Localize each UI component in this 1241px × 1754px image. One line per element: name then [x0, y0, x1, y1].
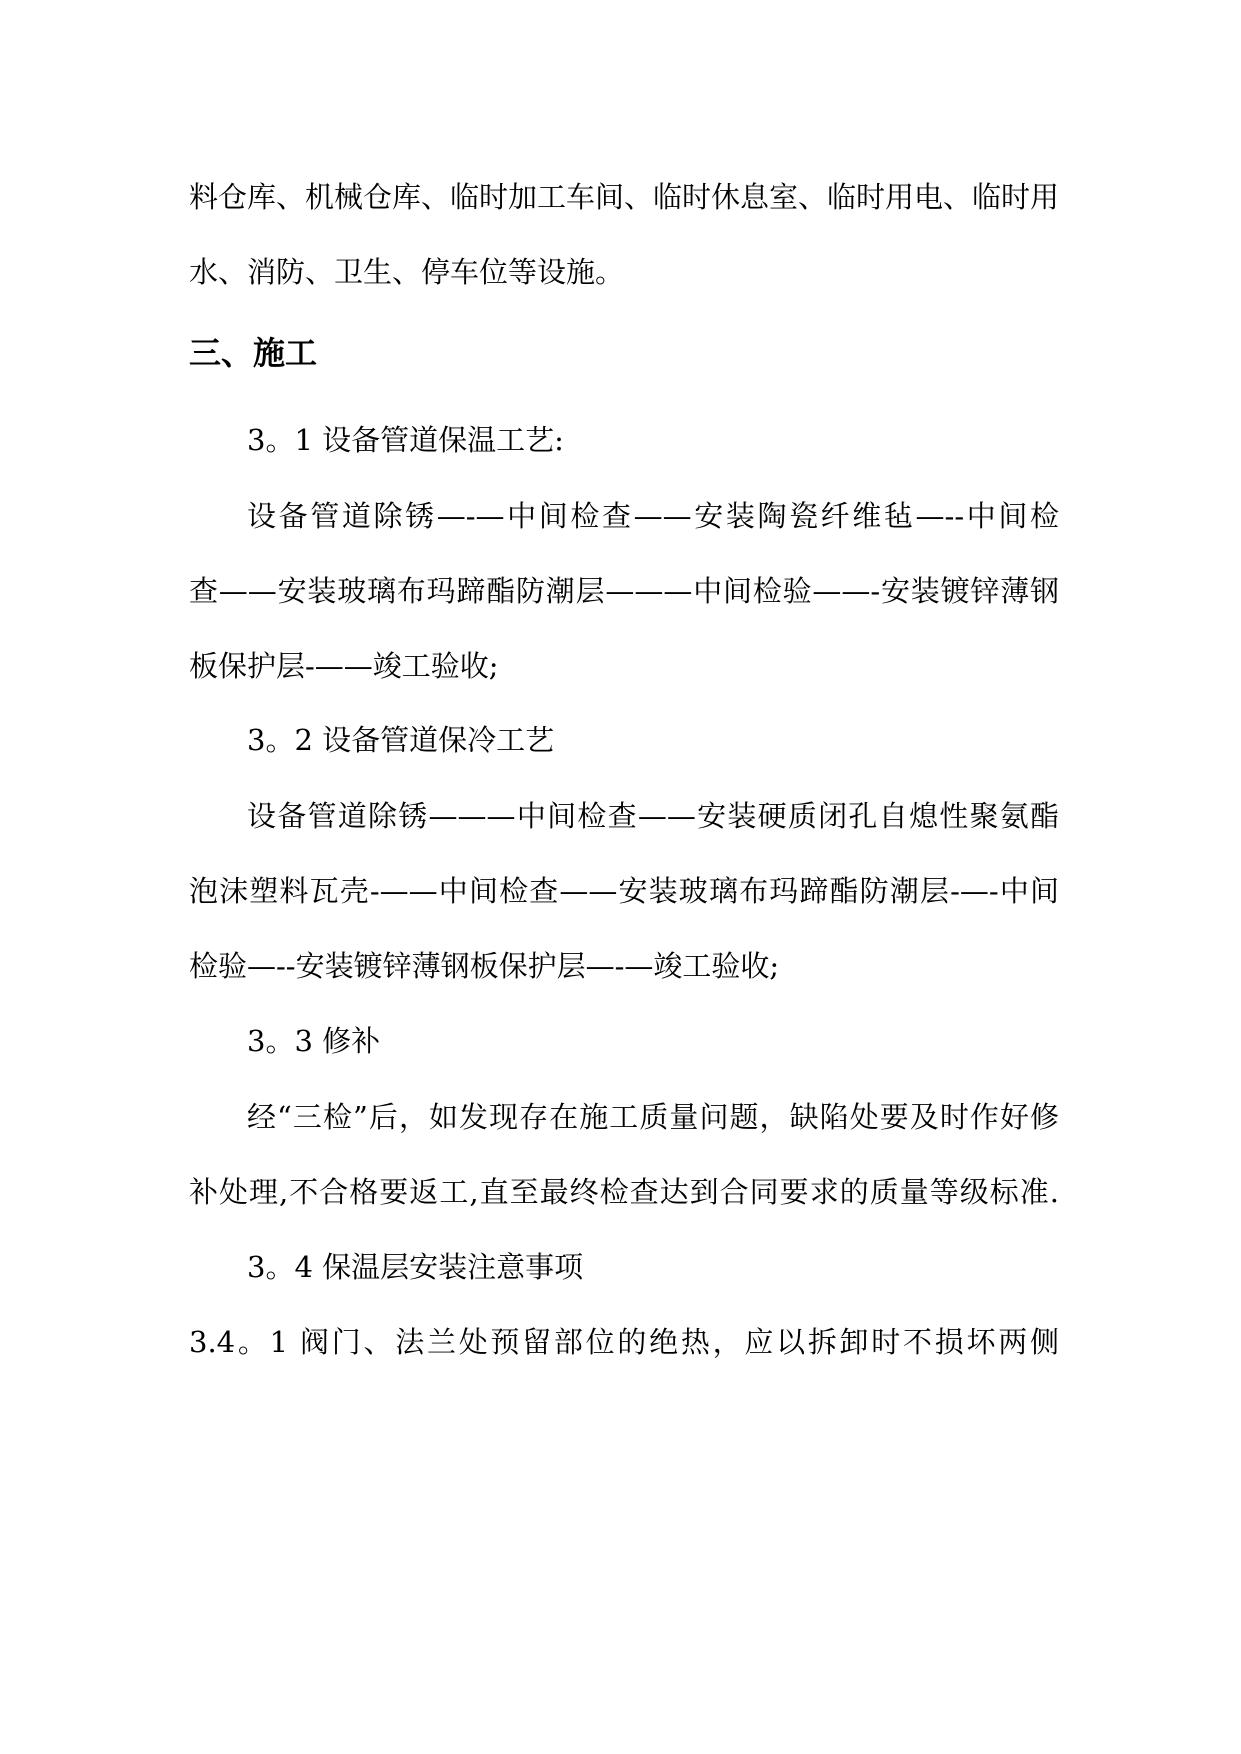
subsection-title: 3。1 设备管道保温工艺:: [247, 423, 564, 457]
paragraph-line: 3.4。1 阀门、法兰处预留部位的绝热，应以拆卸时不损坏两侧: [189, 1325, 1059, 1359]
paragraph-line: 补处理,不合格要返工,直至最终检查达到合同要求的质量等级标准.: [189, 1175, 1059, 1209]
section-heading: 三、施工: [189, 334, 318, 372]
paragraph-line: 设备管道除锈———中间检查——安装硬质闭孔自熄性聚氨酯: [247, 799, 1059, 833]
subsection-title: 3。2 设备管道保冷工艺: [247, 723, 555, 757]
subsection-title: 3。3 修补: [247, 1024, 381, 1058]
paragraph-line: 板保护层-——竣工验收;: [189, 649, 499, 683]
subsection-title: 3。4 保温层安装注意事项: [247, 1250, 584, 1284]
paragraph-line: 查——安装玻璃布玛蹄酯防潮层———中间检验——-安装镀锌薄钢: [189, 574, 1059, 608]
paragraph-line: 泡沫塑料瓦壳-——中间检查——安装玻璃布玛蹄酯防潮层-—-中间: [189, 874, 1059, 908]
paragraph-line: 检验—--安装镀锌薄钢板保护层—-—竣工验收;: [189, 949, 780, 983]
paragraph-line: 水、消防、卫生、停车位等设施。: [189, 255, 625, 289]
paragraph-line: 经“三检”后，如发现存在施工质量问题，缺陷处要及时作好修: [247, 1100, 1059, 1134]
paragraph-line: 设备管道除锈—-—中间检查——安装陶瓷纤维毡—--中间检: [247, 499, 1059, 533]
paragraph-line: 料仓库、机械仓库、临时加工车间、临时休息室、临时用电、临时用: [189, 180, 1059, 214]
